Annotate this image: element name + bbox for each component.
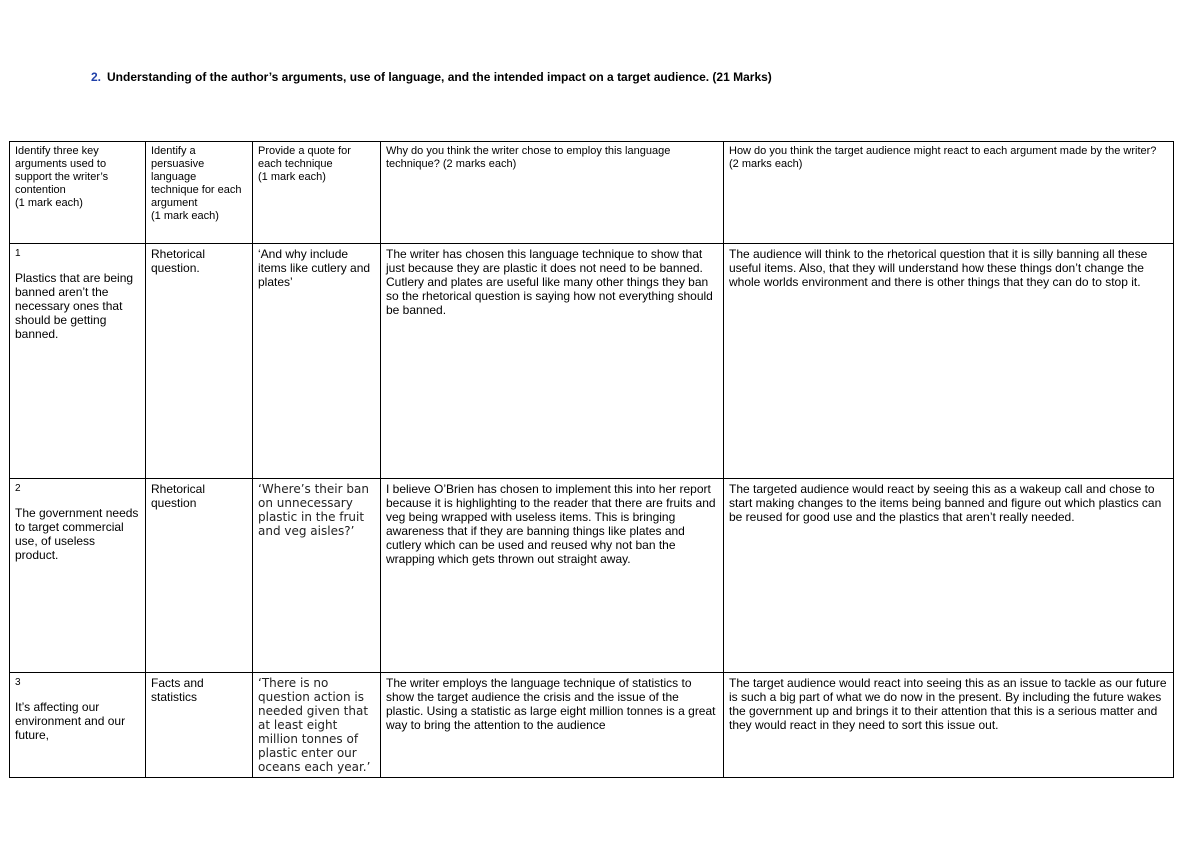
argument-text: Plastics that are being banned aren’t the necessary ones that should be getting banned.	[15, 271, 134, 341]
table-row	[10, 673, 1174, 778]
why-cell: The writer has chosen this language technique to show that just because they are plastic it does not need to be banned. Cutlery and plates are useful like many other things they ban so the rhetorical question is saying how not everything should be banned.	[381, 244, 724, 479]
quote-cell: ‘There is no question action is needed given that at least eight million tonnes of plastic enter our oceans each year.’	[253, 673, 381, 778]
argument-cell	[10, 673, 146, 778]
arguments-table	[9, 141, 1174, 778]
row-number: 3	[15, 677, 21, 688]
argument-text: The government needs to target commercial use, of useless product.	[15, 506, 139, 562]
heading-text: Understanding of the author’s arguments, use of language, and the intended impact on a target audience. (21 Marks)	[107, 70, 772, 84]
argument-cell	[10, 244, 146, 479]
technique-cell: Rhetorical question.	[146, 244, 253, 479]
header-why: Why do you think the writer chose to employ this language technique? (2 marks each)	[381, 142, 724, 244]
argument-text: It’s affecting our environment and our future,	[15, 700, 126, 742]
header-quote: Provide a quote for each technique (1 mark each)	[253, 142, 381, 244]
reaction-cell: The target audience would react into seeing this as an issue to tackle as our future is such a big part of what we do now in the present. By including the future wakes the government up and brings it to their attention that this is a serious matter and they would react in they need to sort this issue out.	[724, 673, 1174, 778]
table-row	[10, 244, 1174, 479]
table-row	[10, 479, 1174, 673]
heading-number: 2.	[91, 70, 102, 84]
why-cell: I believe O’Brien has chosen to implement this into her report because it is highlighting to the reader that there are fruits and veg being wrapped with useless items. This is bringing awareness that if they are banning things like plates and cutlery which can be used and reused why not ban the wrapping which gets thrown out straight away.	[381, 479, 724, 673]
header-technique: Identify a persuasive language technique for each argument (1 mark each)	[146, 142, 253, 244]
quote-cell: ‘And why include items like cutlery and plates’	[253, 244, 381, 479]
page-heading	[91, 70, 772, 84]
argument-cell	[10, 479, 146, 673]
header-row	[10, 142, 1174, 244]
row-number: 1	[15, 248, 21, 259]
quote-cell: ‘Where’s their ban on unnecessary plastic in the fruit and veg aisles?’	[253, 479, 381, 673]
technique-cell: Rhetorical question	[146, 479, 253, 673]
header-arguments: Identify three key arguments used to support the writer’s contention (1 mark each)	[10, 142, 146, 244]
technique-cell: Facts and statistics	[146, 673, 253, 778]
why-cell: The writer employs the language technique of statistics to show the target audience the crisis and the issue of the plastic. Using a statistic as large eight million tonnes is a great way to bring the attention to the audience	[381, 673, 724, 778]
reaction-cell: The targeted audience would react by seeing this as a wakeup call and chose to start making changes to the items being banned and figure out which plastics can be reused for good use and the plastics that aren’t really needed.	[724, 479, 1174, 673]
header-reaction: How do you think the target audience might react to each argument made by the writer? (2 marks each)	[724, 142, 1174, 244]
reaction-cell: The audience will think to the rhetorical question that it is silly banning all these useful items. Also, that they will understand how these things don’t change the whole worlds environment and there is other things that they can do to stop it.	[724, 244, 1174, 479]
row-number: 2	[15, 483, 21, 494]
